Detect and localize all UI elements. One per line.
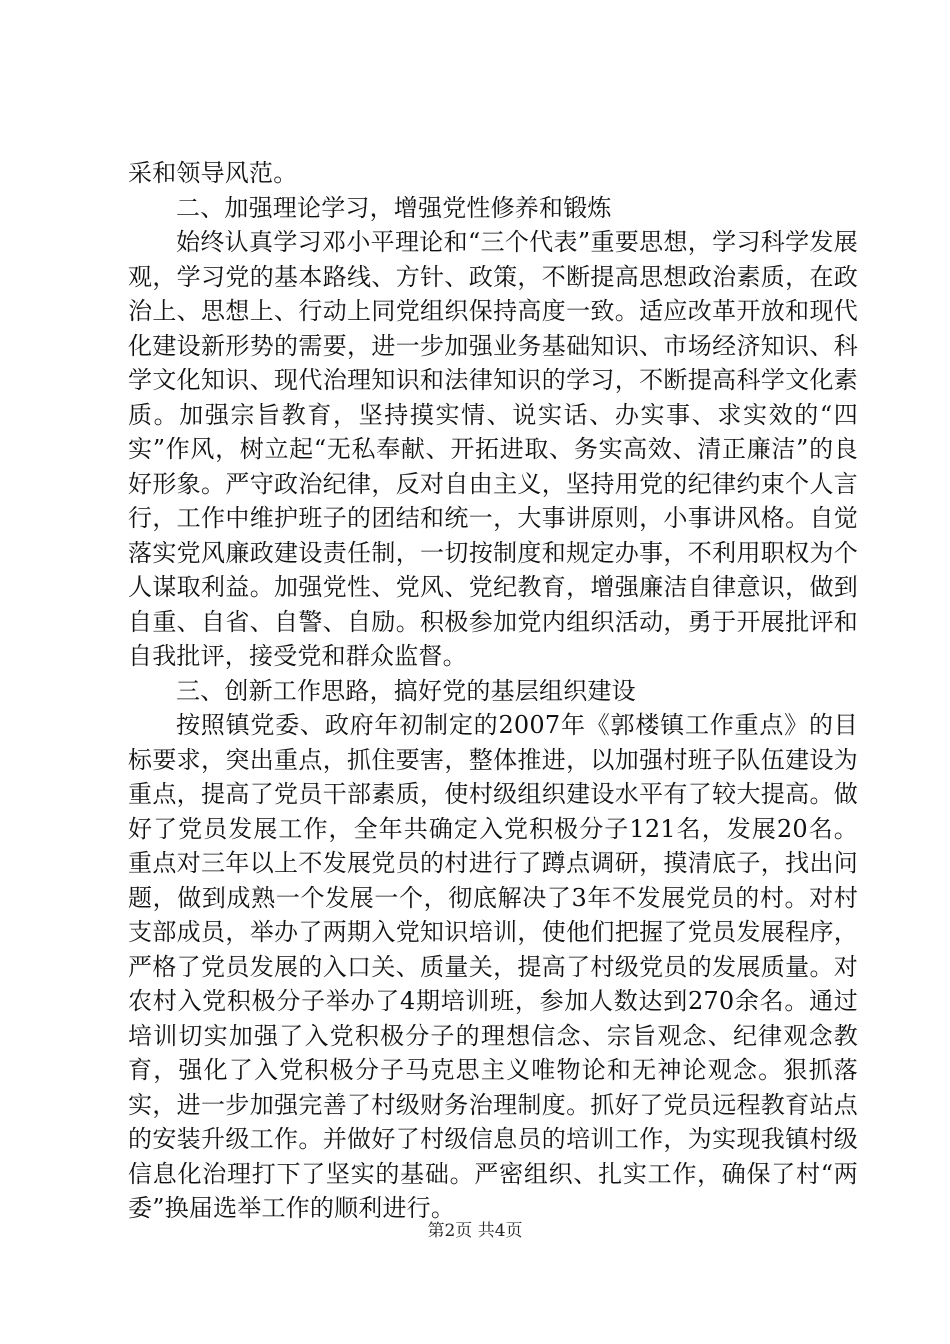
paragraph-theory-study: 始终认真学习邓小平理论和“三个代表”重要思想，学习科学发展观，学习党的基本路线、方针、政策，不断提高思想政治素质，在政治上、思想上、行动上同党组织保持高度一致。适应改革开放和现代化建设新形势的需要，进一步加强业务基础知识、市场经济知识、科学文化知识、现代治理知识和法律知识的学习，不断提高科学文化素质。加强宗旨教育，坚持摸实情、说实话、办实事、求实效的“四实”作风，树立起“无私奉献、开拓进取、务实高效、清正廉洁”的良好形象。严守政治纪律，反对自由主义，坚持用党的纪律约束个人言行，工作中维护班子的团结和统一，大事讲原则，小事讲风格。自觉落实党风廉政建设责任制，一切按制度和规定办事，不利用职权为个人谋取利益。加强党性、党风、党纪教育，增强廉洁自律意识，做到自重、自省、自警、自励。积极参加党内组织活动，勇于开展批评和自我批评，接受党和群众监督。 (128, 228, 858, 670)
paragraph-grassroots-building: 按照镇党委、政府年初制定的2007年《郭楼镇工作重点》的目标要求，突出重点，抓住要害，整体推进，以加强村班子队伍建设为重点，提高了党员干部素质，使村级组织建设水平有了较大提高。做好了党员发展工作，全年共确定入党积极分子121名，发展20名。重点对三年以上不发展党员的村进行了蹲点调研，摸清底子，找出问题，做到成熟一个发展一个，彻底解决了3年不发展党员的村。对村支部成员，举办了两期入党知识培训，使他们把握了党员发展程序，严格了党员发展的入口关、质量关，提高了村级党员的发展质量。对农村入党积极分子举办了4期培训班，参加人数达到270余名。通过培训切实加强了入党积极分子的理想信念、宗旨观念、纪律观念教育，强化了入党积极分子马克思主义唯物论和无神论观念。狠抓落实，进一步加强完善了村级财务治理制度。抓好了党员远程教育站点的安装升级工作。并做好了村级信息员的培训工作，为实现我镇村级信息化治理打下了坚实的基础。严密组织、扎实工作，确保了村“两委”换届选举工作的顺利进行。 (128, 711, 858, 1222)
paragraph-continuation: 采和领导风范。 (128, 159, 298, 187)
section-heading-3: 三、创新工作思路，搞好党的基层组织建设 (176, 676, 636, 705)
page-footer: 第2页 共4页 (427, 1221, 523, 1241)
document-body (128, 156, 858, 1226)
section-heading-2: 二、加强理论学习，增强党性修养和锻炼 (176, 193, 612, 222)
